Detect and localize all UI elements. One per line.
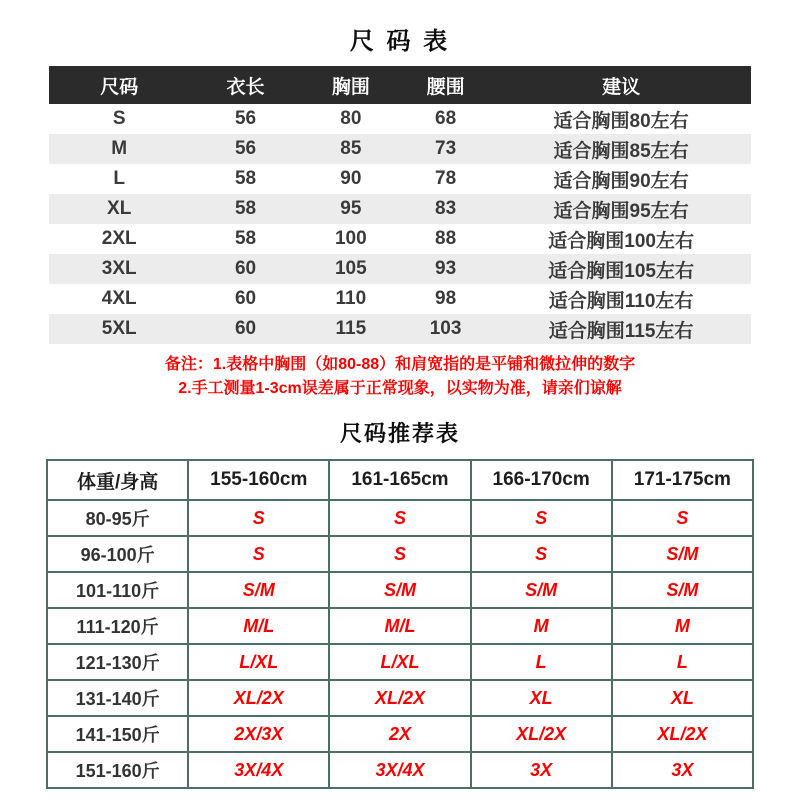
recommended-size-cell: S/M — [188, 572, 329, 608]
size-table-header-row — [49, 66, 751, 104]
size-cell: 3XL — [101, 258, 137, 279]
length-cell: 58 — [234, 228, 257, 249]
size-table-body — [49, 104, 751, 344]
recommended-size-cell: S — [612, 500, 753, 536]
chest-cell: 85 — [340, 138, 362, 159]
waist-cell: 83 — [435, 198, 457, 219]
recommendation-row — [47, 680, 753, 716]
recommended-size-cell: S — [188, 500, 329, 536]
suggestion-cell: 适合胸围100左右 — [548, 230, 694, 252]
size-cell: XL — [107, 198, 132, 219]
size-table-column-header: 衣长 — [189, 66, 301, 104]
chest-cell: 95 — [340, 198, 362, 219]
waist-cell: 73 — [435, 138, 457, 159]
size-table-column-header: 建议 — [491, 66, 751, 104]
recommended-size-cell: M — [612, 608, 753, 644]
recommended-size-cell: S/M — [471, 572, 612, 608]
recommended-size-cell: 3X/4X — [188, 752, 329, 788]
weight-range-cell: 96-100斤 — [47, 536, 188, 572]
size-table-row — [49, 164, 751, 194]
size-table-row — [49, 104, 751, 134]
size-table-column-header: 尺码 — [49, 66, 189, 104]
recommended-size-cell: S/M — [612, 572, 753, 608]
recommended-size-cell: 3X/4X — [329, 752, 470, 788]
recommendation-row — [47, 608, 753, 644]
recommendation-row — [47, 500, 753, 536]
suggestion-cell: 适合胸围95左右 — [553, 200, 689, 222]
page-title: 尺 码 表 — [349, 28, 451, 55]
recommended-size-cell: S — [471, 500, 612, 536]
recommended-size-cell: 3X — [471, 752, 612, 788]
recommended-size-cell: L — [471, 644, 612, 680]
suggestion-cell: 适合胸围85左右 — [553, 140, 689, 162]
recommendation-row — [47, 536, 753, 572]
suggestion-cell: 适合胸围90左右 — [553, 170, 689, 192]
recommendation-column-header: 体重/身高 — [47, 460, 188, 500]
size-table — [49, 66, 751, 344]
size-cell: 5XL — [101, 318, 137, 339]
recommended-size-cell: 3X — [612, 752, 753, 788]
recommended-size-cell: XL/2X — [329, 680, 470, 716]
recommended-size-cell: 2X/3X — [188, 716, 329, 752]
recommended-size-cell: L/XL — [188, 644, 329, 680]
recommended-size-cell: S — [329, 536, 470, 572]
size-table-column-header: 胸围 — [302, 66, 400, 104]
waist-cell: 103 — [429, 318, 462, 339]
recommended-size-cell: XL — [612, 680, 753, 716]
chest-cell: 90 — [340, 168, 362, 189]
recommended-size-cell: S — [329, 500, 470, 536]
recommended-size-cell: XL/2X — [471, 716, 612, 752]
recommended-size-cell: M/L — [188, 608, 329, 644]
recommended-size-cell: L — [612, 644, 753, 680]
size-cell: L — [113, 168, 125, 189]
note-line-1: 备注：1.表格中胸围（如80-88）和肩宽指的是平铺和微拉伸的数字 — [164, 356, 636, 373]
length-cell: 56 — [234, 108, 257, 129]
chest-cell: 110 — [335, 288, 367, 309]
chest-cell: 105 — [334, 258, 367, 279]
size-table-header — [49, 66, 751, 104]
recommended-size-cell: XL/2X — [612, 716, 753, 752]
weight-range-cell: 101-110斤 — [47, 572, 188, 608]
recommendation-table — [46, 459, 754, 789]
length-cell: 58 — [234, 168, 257, 189]
size-table-column-header: 腰围 — [400, 66, 491, 104]
weight-range-cell: 80-95斤 — [47, 500, 188, 536]
weight-range-cell: 111-120斤 — [47, 608, 188, 644]
note-line-2: 2.手工测量1-3cm误差属于正常现象，以实物为准，请亲们谅解 — [178, 380, 622, 397]
weight-range-cell: 121-130斤 — [47, 644, 188, 680]
waist-cell: 98 — [435, 288, 457, 309]
recommended-size-cell: S/M — [329, 572, 470, 608]
recommended-size-cell: M — [471, 608, 612, 644]
recommendation-row — [47, 752, 753, 788]
recommended-size-cell: S — [471, 536, 612, 572]
length-cell: 60 — [234, 258, 257, 279]
recommended-size-cell: S/M — [612, 536, 753, 572]
size-cell: M — [111, 138, 128, 159]
size-cell: 2XL — [101, 228, 137, 249]
recommendation-column-header: 171-175cm — [612, 460, 753, 500]
recommendation-row — [47, 644, 753, 680]
length-cell: 60 — [234, 318, 257, 339]
recommendation-column-header: 161-165cm — [329, 460, 470, 500]
suggestion-cell: 适合胸围105左右 — [548, 260, 694, 282]
size-table-row — [49, 254, 751, 284]
recommendation-table-header — [47, 460, 753, 500]
recommended-size-cell: 2X — [329, 716, 470, 752]
recommended-size-cell: S — [188, 536, 329, 572]
recommendation-column-header: 155-160cm — [188, 460, 329, 500]
length-cell: 60 — [234, 288, 257, 309]
recommendation-header-row — [47, 460, 753, 500]
suggestion-cell: 适合胸围80左右 — [553, 110, 689, 132]
size-table-row — [49, 284, 751, 314]
recommended-size-cell: L/XL — [329, 644, 470, 680]
size-table-notes — [0, 353, 800, 401]
suggestion-cell: 适合胸围115左右 — [548, 320, 694, 342]
length-cell: 58 — [234, 198, 257, 219]
chest-cell: 80 — [340, 108, 362, 129]
size-table-row — [49, 194, 751, 224]
recommendation-table-body — [47, 500, 753, 788]
weight-range-cell: 141-150斤 — [47, 716, 188, 752]
size-table-row — [49, 224, 751, 254]
chest-cell: 115 — [335, 318, 367, 339]
size-table-row — [49, 134, 751, 164]
weight-range-cell: 151-160斤 — [47, 752, 188, 788]
recommended-size-cell: XL — [471, 680, 612, 716]
length-cell: 56 — [234, 138, 257, 159]
waist-cell: 78 — [435, 168, 457, 189]
recommendation-column-header: 166-170cm — [471, 460, 612, 500]
chest-cell: 100 — [334, 228, 367, 249]
recommended-size-cell: XL/2X — [188, 680, 329, 716]
recommended-size-cell: M/L — [329, 608, 470, 644]
waist-cell: 68 — [435, 108, 457, 129]
weight-range-cell: 131-140斤 — [47, 680, 188, 716]
suggestion-cell: 适合胸围110左右 — [548, 290, 694, 312]
size-cell: S — [112, 108, 126, 129]
size-table-row — [49, 314, 751, 344]
recommendation-title: 尺码推荐表 — [339, 421, 460, 446]
waist-cell: 93 — [435, 258, 457, 279]
recommendation-row — [47, 716, 753, 752]
size-cell: 4XL — [101, 288, 137, 309]
recommendation-row — [47, 572, 753, 608]
waist-cell: 88 — [435, 228, 457, 249]
